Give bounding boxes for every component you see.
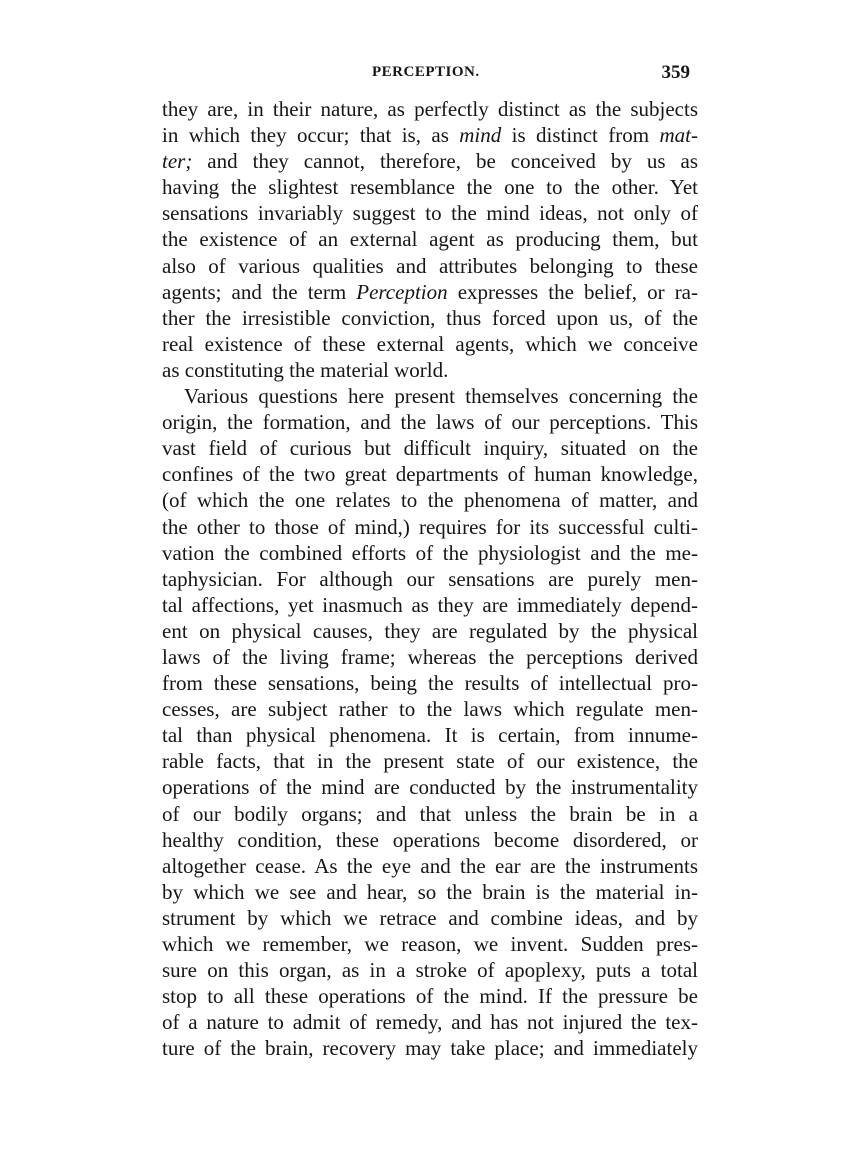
- text-line: taphysician. For although our sensations are purely men-: [162, 566, 698, 591]
- text-line: ther the irresistible conviction, thus forced upon us, of the: [162, 305, 698, 330]
- text-line: rable facts, that in the present state of our existence, the: [162, 749, 698, 774]
- text-line: strument by which we retrace and combine ideas, and by: [162, 905, 698, 930]
- text-line: they are, in their nature, as perfectly distinct as the subjects: [162, 97, 698, 121]
- running-head: [162, 64, 698, 88]
- paragraph-first-line: Various questions here present themselves concerning the: [184, 384, 698, 409]
- text-line: also of various qualities and attributes belonging to these: [162, 253, 698, 278]
- text-line: laws of the living frame; whereas the perceptions derived: [162, 644, 698, 669]
- text-line: in which they occur; that is, as mind is distinct from mat-: [162, 123, 698, 148]
- running-title: PERCEPTION.: [372, 64, 480, 80]
- text-line: tal affections, yet inasmuch as they are immediately depend-: [162, 592, 698, 617]
- text-line: vation the combined efforts of the physiologist and the me-: [162, 540, 698, 565]
- text-line: having the slightest resemblance the one to the other. Yet: [162, 175, 698, 200]
- text-line: ent on physical causes, they are regulated by the physical: [162, 618, 698, 643]
- text-line: cesses, are subject rather to the laws which regulate men-: [162, 697, 698, 722]
- text-line: operations of the mind are conducted by the instrumentality: [162, 775, 698, 800]
- text-line: from these sensations, being the results of intellectual pro-: [162, 671, 698, 696]
- text-line: sure on this organ, as in a stroke of apoplexy, puts a total: [162, 958, 698, 983]
- text-line: origin, the formation, and the laws of our perceptions. This: [162, 410, 698, 435]
- text-line: vast field of curious but difficult inquiry, situated on the: [162, 436, 698, 461]
- text-line: altogether cease. As the eye and the ear are the instruments: [162, 853, 698, 878]
- body-text: [162, 96, 698, 1061]
- text-line: which we remember, we reason, we invent. Sudden pres-: [162, 932, 698, 956]
- text-line: healthy condition, these operations become disordered, or: [162, 827, 698, 852]
- text-line: sensations invariably suggest to the mind ideas, not only of: [162, 201, 698, 226]
- text-line: ter; and they cannot, therefore, be conceived by us as: [162, 149, 698, 174]
- paragraph-last-line: as constituting the material world.: [162, 357, 449, 382]
- text-line: ture of the brain, recovery may take place; and immediately: [162, 1036, 698, 1061]
- text-line: of our bodily organs; and that unless the brain be in a: [162, 801, 698, 826]
- text-line: agents; and the term Perception expresses the belief, or ra-: [162, 279, 698, 304]
- text-line: the existence of an external agent as producing them, but: [162, 227, 698, 252]
- text-line: real existence of these external agents, which we conceive: [162, 331, 698, 356]
- text-line: the other to those of mind,) requires for its successful culti-: [162, 514, 698, 539]
- text-line: (of which the one relates to the phenomena of matter, and: [162, 488, 698, 513]
- page-number: 359: [661, 62, 690, 83]
- text-line: tal than physical phenomena. It is certain, from innume-: [162, 723, 698, 748]
- text-line: stop to all these operations of the mind. If the pressure be: [162, 984, 698, 1009]
- text-line: confines of the two great departments of human knowledge,: [162, 462, 698, 487]
- text-line: by which we see and hear, so the brain is the material in-: [162, 879, 698, 904]
- text-line: of a nature to admit of remedy, and has not injured the tex-: [162, 1010, 698, 1035]
